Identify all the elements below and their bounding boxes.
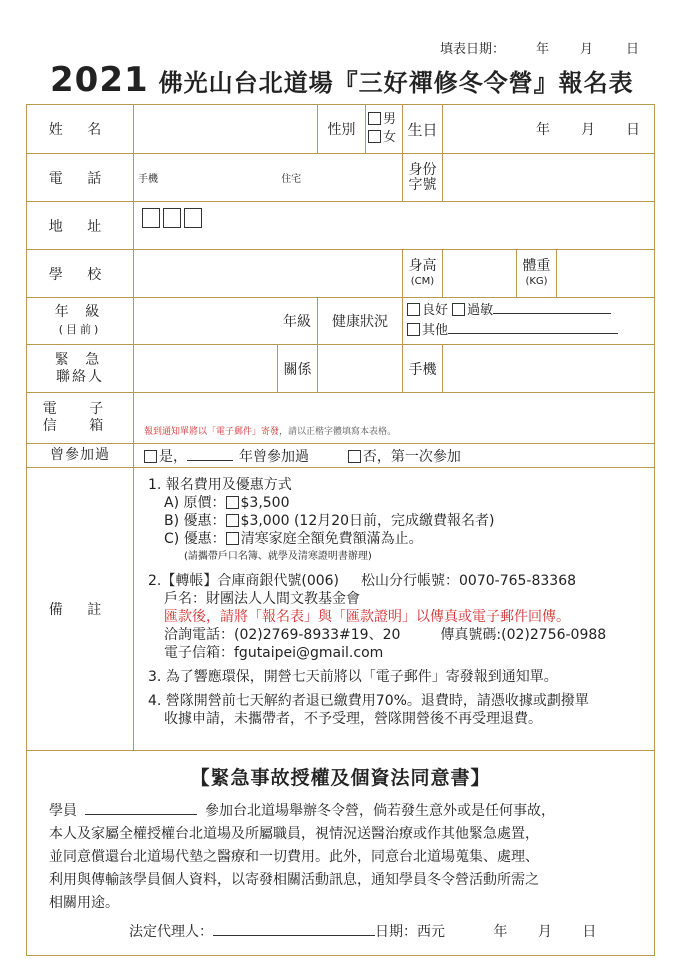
student-name-line[interactable] bbox=[85, 803, 197, 815]
note-transfer: 2.【轉帳】合庫商銀代號(006) 松山分行帳號：0070-765-83368 戶名：財團法人人間文教基金會 匯款後，請將「報名表」與「匯款證明」以傳真或電子郵件回傳。 洽詢電話：(02)2769-8933#19、20 傳真號碼:(02)2756-0988 電子信箱：fgutaipei@gmail.com bbox=[148, 573, 607, 661]
row-consent bbox=[27, 751, 655, 956]
consent-body: 學員 參加台北道場舉辦冬令營，倘若發生意外或是任何事故， 本人及家屬全權授權台北道場及所屬職員，視情況送醫治療或作其他緊急處置， 並同意償還台北道場代墊之醫療和一切費用。此外，同意台北道場蒐集、處理、 利用與傳輸該學員個人資料，以寄發相關活動訊息，通知學員冬令營活動所需之 相關用途。 bbox=[49, 803, 555, 911]
fill-date-month[interactable]: 月 bbox=[580, 42, 594, 57]
registration-form bbox=[26, 104, 655, 956]
emergency-name-field[interactable] bbox=[134, 345, 278, 393]
weight-field[interactable] bbox=[557, 250, 655, 298]
gender-label: 性別 bbox=[318, 105, 366, 154]
gender-female[interactable]: 女 bbox=[368, 129, 400, 147]
signature-line: 法定代理人： 日期：西元 年 月 日 bbox=[129, 924, 597, 940]
health-good-checkbox[interactable] bbox=[407, 303, 420, 316]
title-text: 佛光山台北道場『三好禪修冬令營』報名表 bbox=[158, 69, 634, 97]
other-line[interactable] bbox=[448, 322, 618, 334]
attended-options: 是， 年曾參加過 否，第一次參加 bbox=[134, 444, 655, 468]
email-label: 電 子 信 箱 bbox=[27, 393, 134, 444]
name-field[interactable] bbox=[134, 105, 318, 154]
title-year: 2021 bbox=[50, 60, 149, 100]
health-other-checkbox[interactable] bbox=[407, 323, 420, 336]
attended-label: 曾參加過 bbox=[27, 444, 134, 468]
row-grade bbox=[27, 298, 655, 345]
gender-male[interactable]: 男 bbox=[368, 111, 400, 129]
fee-a-checkbox[interactable] bbox=[226, 496, 239, 509]
phone-label: 電 話 bbox=[27, 154, 134, 202]
weight-label: 體重 (KG) bbox=[517, 250, 557, 298]
name-label: 姓 名 bbox=[27, 105, 134, 154]
row-address bbox=[27, 202, 655, 250]
emergency-mobile-label: 手機 bbox=[403, 345, 443, 393]
id-label: 身份字號 bbox=[403, 154, 443, 202]
home-label: 住宅 bbox=[281, 174, 302, 185]
birthday-month: 月 bbox=[581, 122, 595, 138]
fill-date bbox=[440, 38, 650, 57]
guardian-signature-line[interactable] bbox=[213, 924, 375, 936]
note-refund: 4. 營隊開營前七天解約者退已繳費用70%。退費時，請憑收據或劃撥單 收據申請，未攜帶者，不予受理，營隊開營後不再受理退費。 bbox=[148, 693, 589, 727]
consent-section bbox=[27, 751, 655, 956]
postcode-box-2[interactable] bbox=[163, 208, 181, 228]
note-eco: 3. 為了響應環保，開營七天前將以「電子郵件」寄發報到通知單。 bbox=[148, 669, 558, 685]
id-field[interactable] bbox=[443, 154, 655, 202]
health-label: 健康狀況 bbox=[318, 298, 403, 345]
attended-year-line[interactable] bbox=[187, 449, 233, 461]
email-note-red: 報到通知單將以「電子郵件」寄發 bbox=[144, 427, 280, 437]
school-label: 學 校 bbox=[27, 250, 134, 298]
birthday-field[interactable] bbox=[443, 105, 655, 154]
address-label: 地 址 bbox=[27, 202, 134, 250]
height-field[interactable] bbox=[443, 250, 517, 298]
height-label: 身高 (CM) bbox=[403, 250, 443, 298]
postcode-box-3[interactable] bbox=[184, 208, 202, 228]
page-title bbox=[50, 60, 660, 100]
fill-date-label: 填表日期： bbox=[440, 42, 506, 57]
note-fees: 1. 報名費用及優惠方式 A) 原價： $3,500 B) 優惠： $3,000 (12月20日前，完成繳費報名者) C) 優惠： 清寒家庭全額免費額滿為止。 (請攜帶戶口名簿、就學及清寒證明書辦理) bbox=[148, 477, 495, 562]
female-checkbox[interactable] bbox=[368, 130, 381, 143]
fee-b-checkbox[interactable] bbox=[226, 514, 239, 527]
grade-field[interactable] bbox=[134, 298, 318, 345]
email-field[interactable] bbox=[134, 393, 655, 444]
attended-no-checkbox[interactable] bbox=[348, 450, 361, 463]
address-field[interactable] bbox=[134, 202, 655, 250]
fill-date-year[interactable]: 年 bbox=[536, 42, 550, 57]
grade-unit: 年級 bbox=[283, 314, 311, 330]
allergy-line[interactable] bbox=[493, 302, 611, 314]
emergency-label: 緊 急 聯絡人 bbox=[27, 345, 134, 393]
birthday-year: 年 bbox=[536, 122, 550, 138]
row-school bbox=[27, 250, 655, 298]
gender-options bbox=[366, 105, 403, 154]
fee-c-checkbox[interactable] bbox=[226, 532, 239, 545]
emergency-mobile-field[interactable] bbox=[443, 345, 655, 393]
remarks-label: 備 註 bbox=[27, 468, 134, 751]
row-attended bbox=[27, 444, 655, 468]
row-emergency bbox=[27, 345, 655, 393]
health-options: 良好 過敏 其他 bbox=[403, 298, 655, 345]
postcode-box-1[interactable] bbox=[142, 208, 160, 228]
attended-yes-checkbox[interactable] bbox=[144, 450, 157, 463]
relation-field[interactable] bbox=[318, 345, 403, 393]
male-checkbox[interactable] bbox=[368, 112, 381, 125]
birthday-label: 生日 bbox=[403, 105, 443, 154]
phone-field[interactable] bbox=[134, 154, 403, 202]
email-note: ，請以正楷字體填寫本表格。 bbox=[279, 427, 397, 437]
row-email bbox=[27, 393, 655, 444]
row-name bbox=[27, 105, 655, 154]
row-phone bbox=[27, 154, 655, 202]
consent-title: 【緊急事故授權及個資法同意書】 bbox=[190, 767, 491, 789]
fill-date-day[interactable]: 日 bbox=[626, 42, 640, 57]
birthday-day: 日 bbox=[626, 122, 640, 138]
row-remarks bbox=[27, 468, 655, 751]
relation-label: 關係 bbox=[278, 345, 318, 393]
mobile-label: 手機 bbox=[138, 174, 158, 185]
health-allergy-checkbox[interactable] bbox=[452, 303, 465, 316]
remarks-notes bbox=[134, 468, 655, 751]
school-field[interactable] bbox=[134, 250, 403, 298]
grade-label: 年 級 (目前) bbox=[27, 298, 134, 345]
